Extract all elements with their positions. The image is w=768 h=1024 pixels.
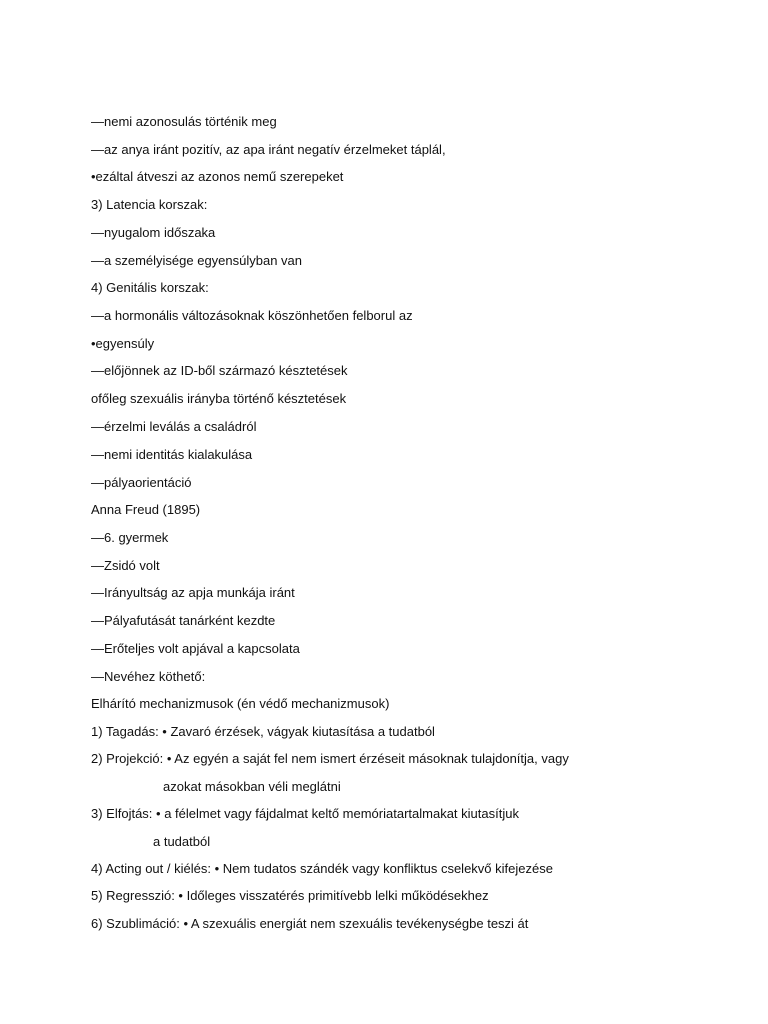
text-line: —pályaorientáció [91,475,192,490]
list-item: 6) Szublimáció: • A szexuális energiát nem szexuális tevékenységbe teszi át [91,916,529,931]
list-item-continuation: a tudatból [153,834,211,849]
text-line: —előjönnek az ID-ből származó késztetések [91,363,348,378]
section-heading-genitalis: 4) Genitális korszak: [91,280,209,295]
text-line: —érzelmi leválás a családról [91,419,257,434]
text-line: —nemi azonosulás történik meg [91,114,277,129]
text-line: —Pályafutását tanárként kezdte [91,613,276,628]
text-line: —az anya iránt pozitív, az apa iránt negatív érzelmeket táplál, [91,142,446,157]
text-line: —Erőteljes volt apjával a kapcsolata [91,641,300,656]
text-line: •egyensúly [91,336,155,351]
text-line: —Zsidó volt [91,558,160,573]
section-heading-mechanisms: Elhárító mechanizmusok (én védő mechanizmusok) [91,696,390,711]
section-heading-latencia: 3) Latencia korszak: [91,197,208,212]
text-line: —a hormonális változásoknak köszönhetően felborul az [91,308,413,323]
list-item: 2) Projekció: • Az egyén a saját fel nem ismert érzéseit másoknak tulajdonítja, vagy [91,751,569,766]
text-line: —6. gyermek [91,530,169,545]
text-line: —nemi identitás kialakulása [91,447,253,462]
text-line: —Nevéhez köthető: [91,669,206,684]
text-line: —a személyisége egyensúlyban van [91,253,303,268]
list-item: 5) Regresszió: • Időleges visszatérés primitívebb lelki működésekhez [91,888,489,903]
list-item-continuation: azokat másokban véli meglátni [163,779,341,794]
text-line: •ezáltal átveszi az azonos nemű szerepeket [91,169,344,184]
text-line: —nyugalom időszaka [91,225,216,240]
list-item: 1) Tagadás: • Zavaró érzések, vágyak kiutasítása a tudatból [91,724,435,739]
list-item: 4) Acting out / kiélés: • Nem tudatos szándék vagy konfliktus cselekvő kifejezése [91,861,553,876]
text-line: ofőleg szexuális irányba történő késztetések [91,391,347,406]
section-heading-anna-freud: Anna Freud (1895) [91,502,201,517]
text-line: —Irányultság az apja munkája iránt [91,585,295,600]
list-item: 3) Elfojtás: • a félelmet vagy fájdalmat keltő memóriatartalmakat kiutasítjuk [91,806,519,821]
